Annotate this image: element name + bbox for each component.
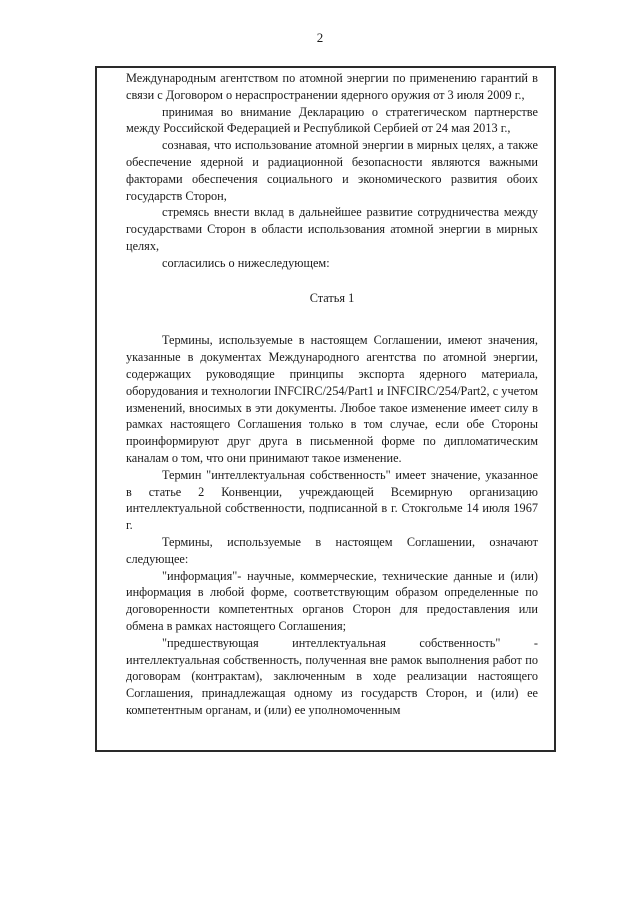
document-body	[126, 70, 538, 719]
page-number: 2	[316, 30, 324, 45]
article-paragraph-4: "информация"- научные, коммерческие, технические данные и (или) информация в любой форме, соответствующим образом определенные по договоренности компетентных органов Сторон для предоставления или обмена в рамках настоящего Соглашения;	[126, 568, 538, 633]
intro-paragraph-3: сознавая, что использование атомной энергии в мирных целях, а также обеспечение ядерной и радиационной безопасности являются важными факторами обеспечения социального и экономического развития обоих государств Сторон,	[126, 138, 538, 203]
article-paragraph-5: "предшествующая интеллектуальная собственность" - интеллектуальная собственность, полученная вне рамок выполнения работ по договорам (контрактам), заключенным в ходе реализации настоящего Соглашения, принадлежащая одному из государств Сторон, и (или) ее компетентным органам, и (или) ее уполномоченным	[126, 635, 538, 717]
intro-paragraph-2: принимая во внимание Декларацию о стратегическом партнерстве между Российской Федерацией и Республикой Сербией от 24 мая 2013 г.,	[126, 104, 538, 136]
article-title: Статья 1	[309, 290, 355, 305]
intro-paragraph-1: Международным агентством по атомной энергии по применению гарантий в связи с Договором о нераспространении ядерного оружия от 3 июля 2009 г.,	[126, 71, 538, 102]
intro-paragraph-4: стремясь внести вклад в дальнейшее развитие сотрудничества между государствами Сторон в области использования атомной энергии в мирных целях,	[126, 205, 538, 253]
article-paragraph-2: Термин "интеллектуальная собственность" имеет значение, указанное в статье 2 Конвенции, учреждающей Всемирную организацию интеллектуальной собственности, подписанной в г. Стокгольме 14 июля 1967 г.	[126, 467, 538, 533]
intro-paragraph-5: согласились о нижеследующем:	[162, 255, 330, 270]
article-paragraph-3: Термины, используемые в настоящем Соглашении, означают следующее:	[126, 534, 538, 566]
article-paragraph-1: Термины, используемые в настоящем Соглашении, имеют значения, указанные в документах Международного агентства по атомной энергии, содержащих руководящие принципы экспорта ядерного материала, оборудования и технологии INFCIRC/254/Part1 и INFCIRC/254/Part2, с учетом изменений, вносимых в эти документы. Любое такое изменение имеет силу в рамках настоящего Соглашения только в том случае, если обе Стороны проинформируют друг друга в письменной форме по дипломатическим каналам о том, что они принимают такое изменение.	[126, 333, 538, 465]
